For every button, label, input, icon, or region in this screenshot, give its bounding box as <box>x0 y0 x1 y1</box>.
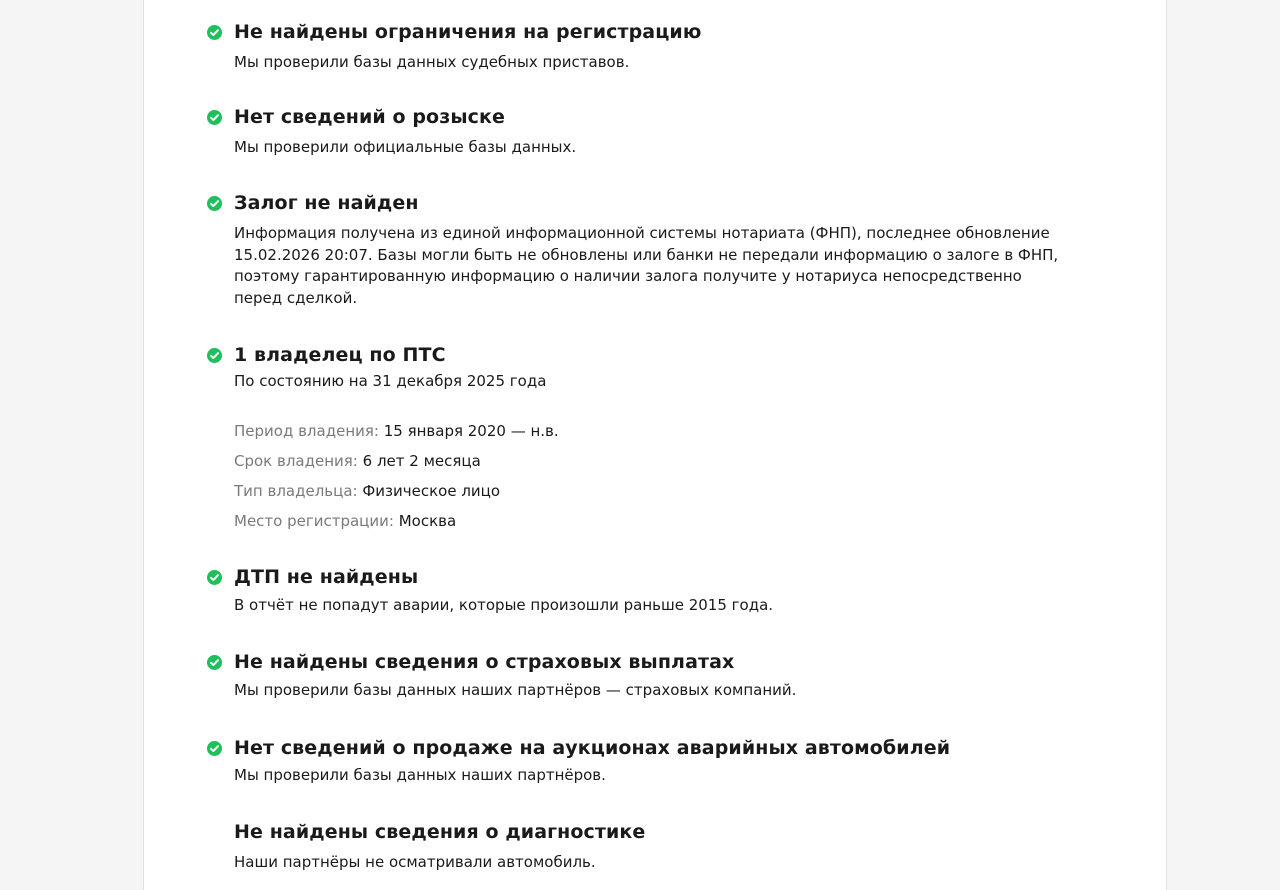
check-pledge <box>234 191 1074 309</box>
ownership-period <box>234 416 1074 446</box>
check-description: По состоянию на 31 декабря 2025 года <box>234 372 547 390</box>
check-icon <box>207 25 222 40</box>
check-description: Информация получена из единой информационной системы нотариата (ФНП), последнее обновление 15.02.2026 20:07. Базы могли быть не обновлены или банки не передали информацию о залоге в ФНП, поэтому гарантированную информацию о наличии залога получите у нотариуса непосредственно перед сделкой. <box>234 224 1059 307</box>
check-description: Мы проверили базы данных наших партнёров. <box>234 766 606 784</box>
check-title: Залог не найден <box>234 192 419 214</box>
check-title: Нет сведений о продаже на аукционах аварийных автомобилей <box>234 737 951 759</box>
prop-value: 15 января 2020 — н.в. <box>383 421 559 440</box>
check-description: В отчёт не попадут аварии, которые произошли раньше 2015 года. <box>234 596 774 614</box>
check-icon <box>207 741 222 756</box>
check-wanted <box>234 105 1074 159</box>
check-description: Наши партнёры не осматривали автомобиль. <box>234 853 596 871</box>
check-insurance-payments <box>234 650 1074 702</box>
check-title: Не найдены сведения о страховых выплатах <box>234 651 735 673</box>
check-icon <box>207 570 222 585</box>
check-icon <box>207 348 222 363</box>
check-title: 1 владелец по ПТС <box>234 344 446 366</box>
prop-label: Место регистрации: <box>234 511 394 530</box>
prop-label: Срок владения: <box>234 451 358 470</box>
check-icon <box>207 196 222 211</box>
check-title: Не найдены ограничения на регистрацию <box>234 21 702 43</box>
check-diagnostics <box>234 820 1074 874</box>
report-card <box>143 0 1167 890</box>
check-icon <box>207 655 222 670</box>
check-registration-restrictions <box>234 20 1074 74</box>
check-title: Нет сведений о розыске <box>234 106 505 128</box>
prop-value: Физическое лицо <box>362 481 501 500</box>
check-description: Мы проверили базы данных наших партнёров — страховых компаний. <box>234 681 797 699</box>
ownership-duration <box>234 446 1074 476</box>
ownership-details <box>234 416 1074 536</box>
check-description: Мы проверили официальные базы данных. <box>234 138 577 156</box>
check-title: ДТП не найдены <box>234 566 419 588</box>
prop-label: Тип владельца: <box>234 481 358 500</box>
registration-place <box>234 506 1074 536</box>
prop-label: Период владения: <box>234 421 379 440</box>
check-salvage-auctions <box>234 736 1074 787</box>
prop-value: 6 лет 2 месяца <box>362 451 481 470</box>
owner-type <box>234 476 1074 506</box>
check-icon <box>207 110 222 125</box>
check-accidents <box>234 565 1074 617</box>
check-title: Не найдены сведения о диагностике <box>234 821 646 843</box>
check-description: Мы проверили базы данных судебных приставов. <box>234 53 630 71</box>
prop-value: Москва <box>398 511 457 530</box>
check-owners <box>234 343 1074 536</box>
